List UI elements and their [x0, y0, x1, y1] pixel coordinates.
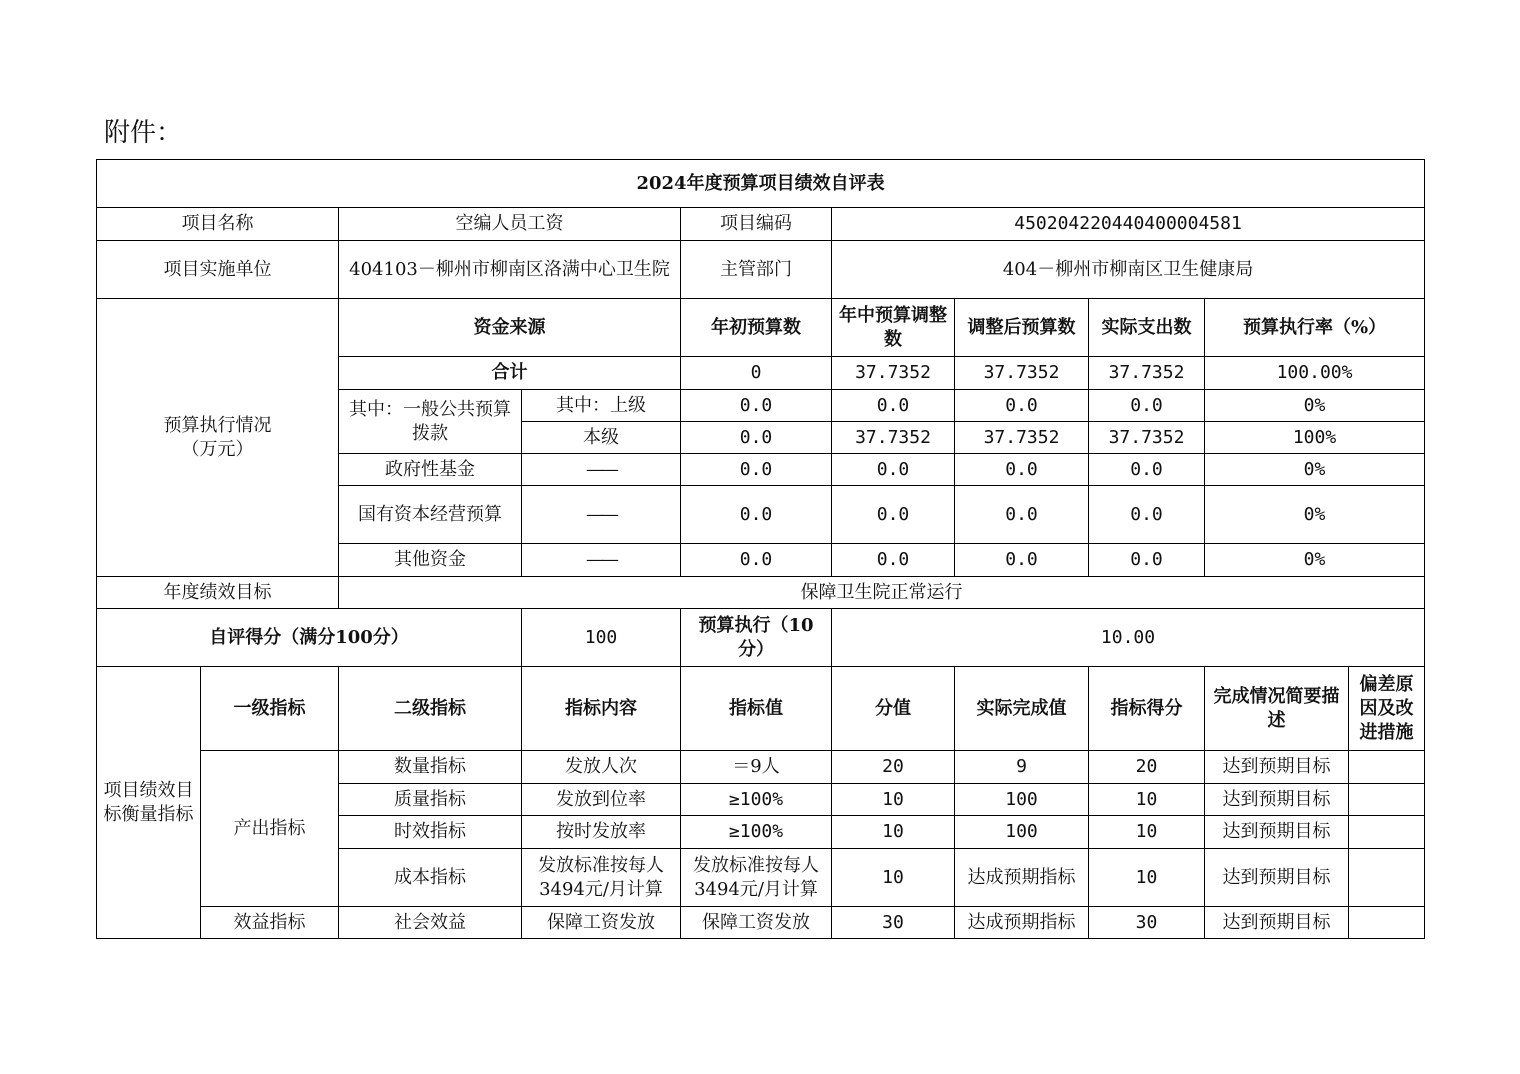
dept-label: 主管部门	[681, 241, 832, 299]
header-rate: 预算执行率（%）	[1205, 299, 1425, 357]
other-funds-initial: 0.0	[681, 544, 832, 577]
header-content: 指标内容	[522, 667, 681, 751]
indicator-actual: 达成预期指标	[955, 907, 1089, 939]
indicator-score: 10	[1089, 816, 1205, 849]
state-capital-adjusted: 0.0	[955, 486, 1089, 544]
upper-mid-adjust: 0.0	[832, 390, 955, 422]
indicator-summary: 达到预期目标	[1205, 751, 1349, 784]
header-adjusted: 调整后预算数	[955, 299, 1089, 357]
self-score-value: 100	[522, 609, 681, 667]
other-funds-rate: 0%	[1205, 544, 1425, 577]
upper-rate: 0%	[1205, 390, 1425, 422]
indicator-content: 发放标准按每人3494元/月计算	[522, 849, 681, 907]
indicator-actual: 100	[955, 784, 1089, 816]
local-label: 本级	[522, 422, 681, 454]
header-level2: 二级指标	[339, 667, 522, 751]
indicator-target: ≥100%	[681, 784, 832, 816]
indicator-target: 发放标准按每人3494元/月计算	[681, 849, 832, 907]
gov-fund-adjusted: 0.0	[955, 454, 1089, 486]
gov-fund-mid-adjust: 0.0	[832, 454, 955, 486]
general-budget-label: 其中：一般公共预算拨款	[339, 390, 522, 454]
total-adjusted: 37.7352	[955, 357, 1089, 390]
other-funds-label: 其他资金	[339, 544, 522, 577]
indicator-target: 保障工资发放	[681, 907, 832, 939]
dept-value: 404－柳州市柳南区卫生健康局	[832, 241, 1425, 299]
total-rate: 100.00%	[1205, 357, 1425, 390]
indicator-target: ≥100%	[681, 816, 832, 849]
local-mid-adjust: 37.7352	[832, 422, 955, 454]
performance-evaluation-table	[96, 159, 1425, 939]
local-initial: 0.0	[681, 422, 832, 454]
local-adjusted: 37.7352	[955, 422, 1089, 454]
budget-section-label	[97, 299, 339, 577]
header-initial: 年初预算数	[681, 299, 832, 357]
indicator-score: 10	[1089, 849, 1205, 907]
impl-unit-label: 项目实施单位	[97, 241, 339, 299]
indicator-summary: 达到预期目标	[1205, 784, 1349, 816]
budget-section-unit: （万元）	[181, 438, 254, 460]
header-actual-value: 实际完成值	[955, 667, 1089, 751]
annual-goal-value: 保障卫生院正常运行	[339, 577, 1425, 609]
indicator-level2: 时效指标	[339, 816, 522, 849]
state-capital-actual: 0.0	[1089, 486, 1205, 544]
output-indicator-label: 产出指标	[201, 751, 339, 907]
indicator-summary: 达到预期目标	[1205, 816, 1349, 849]
indicator-points: 10	[832, 849, 955, 907]
indicator-score: 30	[1089, 907, 1205, 939]
indicator-content: 保障工资发放	[522, 907, 681, 939]
state-capital-label: 国有资本经营预算	[339, 486, 522, 544]
other-funds-dash: ——	[522, 544, 681, 577]
upper-initial: 0.0	[681, 390, 832, 422]
budget-section-title: 预算执行情况	[163, 414, 272, 436]
budget-exec-label: 预算执行（10分）	[681, 609, 832, 667]
header-level1: 一级指标	[201, 667, 339, 751]
indicator-points: 10	[832, 816, 955, 849]
indicator-target: ＝9人	[681, 751, 832, 784]
indicator-actual: 100	[955, 816, 1089, 849]
gov-fund-label: 政府性基金	[339, 454, 522, 486]
header-score: 指标得分	[1089, 667, 1205, 751]
total-label: 合计	[339, 357, 681, 390]
upper-actual: 0.0	[1089, 390, 1205, 422]
indicator-level2: 质量指标	[339, 784, 522, 816]
indicator-actual: 达成预期指标	[955, 849, 1089, 907]
state-capital-mid-adjust: 0.0	[832, 486, 955, 544]
header-summary: 完成情况简要描述	[1205, 667, 1349, 751]
indicator-summary: 达到预期目标	[1205, 907, 1349, 939]
total-actual: 37.7352	[1089, 357, 1205, 390]
indicator-deviation	[1349, 849, 1425, 907]
benefit-indicator-label: 效益指标	[201, 907, 339, 939]
local-rate: 100%	[1205, 422, 1425, 454]
indicator-points: 30	[832, 907, 955, 939]
gov-fund-actual: 0.0	[1089, 454, 1205, 486]
indicator-deviation	[1349, 784, 1425, 816]
header-deviation: 偏差原因及改进措施	[1349, 667, 1425, 751]
self-score-label: 自评得分（满分100分）	[97, 609, 522, 667]
total-initial: 0	[681, 357, 832, 390]
indicator-deviation	[1349, 907, 1425, 939]
indicator-deviation	[1349, 751, 1425, 784]
total-mid-adjust: 37.7352	[832, 357, 955, 390]
state-capital-dash: ——	[522, 486, 681, 544]
indicator-level2: 社会效益	[339, 907, 522, 939]
impl-unit-value: 404103－柳州市柳南区洛满中心卫生院	[339, 241, 681, 299]
indicator-level2: 数量指标	[339, 751, 522, 784]
table-title: 2024年度预算项目绩效自评表	[97, 160, 1425, 208]
header-points: 分值	[832, 667, 955, 751]
header-mid-adjust: 年中预算调整数	[832, 299, 955, 357]
project-name-label: 项目名称	[97, 208, 339, 241]
upper-adjusted: 0.0	[955, 390, 1089, 422]
local-actual: 37.7352	[1089, 422, 1205, 454]
indicator-deviation	[1349, 816, 1425, 849]
header-actual: 实际支出数	[1089, 299, 1205, 357]
other-funds-actual: 0.0	[1089, 544, 1205, 577]
indicator-level2: 成本指标	[339, 849, 522, 907]
attachment-label: 附件：	[104, 118, 183, 148]
other-funds-mid-adjust: 0.0	[832, 544, 955, 577]
indicator-score: 10	[1089, 784, 1205, 816]
indicator-summary: 达到预期目标	[1205, 849, 1349, 907]
project-code-value: 450204220440400004581	[832, 208, 1425, 241]
indicator-score: 20	[1089, 751, 1205, 784]
gov-fund-initial: 0.0	[681, 454, 832, 486]
header-target: 指标值	[681, 667, 832, 751]
indicator-content: 按时发放率	[522, 816, 681, 849]
indicators-section-label: 项目绩效目标衡量指标	[97, 667, 201, 939]
other-funds-adjusted: 0.0	[955, 544, 1089, 577]
gov-fund-dash: ——	[522, 454, 681, 486]
gov-fund-rate: 0%	[1205, 454, 1425, 486]
state-capital-rate: 0%	[1205, 486, 1425, 544]
state-capital-initial: 0.0	[681, 486, 832, 544]
table-row	[97, 907, 1425, 939]
indicator-content: 发放人次	[522, 751, 681, 784]
upper-label: 其中：上级	[522, 390, 681, 422]
budget-exec-value: 10.00	[832, 609, 1425, 667]
indicator-points: 10	[832, 784, 955, 816]
annual-goal-label: 年度绩效目标	[97, 577, 339, 609]
header-source: 资金来源	[339, 299, 681, 357]
indicator-actual: 9	[955, 751, 1089, 784]
table-row	[97, 751, 1425, 784]
project-code-label: 项目编码	[681, 208, 832, 241]
project-name-value: 空编人员工资	[339, 208, 681, 241]
indicator-content: 发放到位率	[522, 784, 681, 816]
indicator-points: 20	[832, 751, 955, 784]
